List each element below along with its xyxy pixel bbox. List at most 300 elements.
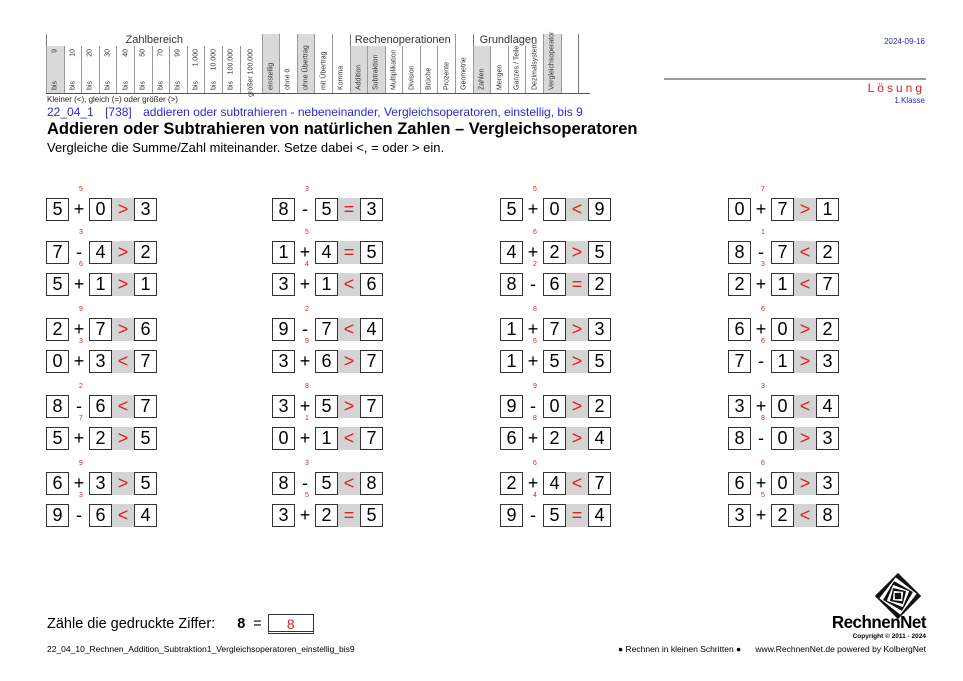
count-label: Zähle die gedruckte Ziffer:	[47, 616, 216, 632]
operator-sign: +	[527, 473, 539, 493]
exercise-row	[500, 186, 611, 221]
intermediate-result-hint: 8	[533, 415, 537, 422]
compare-value-box: 3	[816, 472, 839, 495]
exercise-row	[500, 460, 611, 495]
category-column	[490, 46, 508, 93]
intermediate-result-hint: 9	[533, 383, 537, 390]
category-column-label: bis	[192, 81, 200, 90]
category-group	[46, 34, 262, 97]
comparison-answer-box[interactable]: >	[566, 318, 588, 341]
compare-value-box: 7	[816, 273, 839, 296]
operand-a-box: 8	[728, 241, 751, 264]
exercise-row	[728, 415, 839, 450]
operand-b-box: 5	[315, 198, 338, 221]
category-column-label: bis	[122, 81, 130, 90]
exercise-row	[272, 186, 383, 221]
category-column-label: bis	[104, 81, 112, 90]
compare-value-box: 4	[134, 504, 157, 527]
comparison-answer-box[interactable]: >	[112, 198, 134, 221]
compare-value-box: 3	[816, 427, 839, 450]
exercise-row	[46, 261, 157, 296]
category-column	[350, 46, 368, 93]
category-group	[350, 34, 456, 93]
operand-a-box: 8	[728, 427, 751, 450]
comparison-answer-box[interactable]: >	[338, 350, 360, 373]
operand-b-box: 1	[771, 350, 794, 373]
intermediate-result-hint: 7	[761, 186, 765, 193]
operand-a-box: 1	[500, 350, 523, 373]
operator-sign: +	[299, 428, 311, 448]
site-link[interactable]: www.RechnenNet.de powered by KolbergNet	[755, 644, 926, 654]
count-answer-box[interactable]: 8	[268, 614, 314, 634]
operand-b-box: 7	[771, 198, 794, 221]
operator-sign: +	[73, 199, 85, 219]
compare-value-box: 5	[588, 350, 611, 373]
operand-b-box: 7	[543, 318, 566, 341]
compare-value-box: 2	[816, 241, 839, 264]
comparison-answer-box[interactable]: >	[112, 241, 134, 264]
category-column-label: bis	[86, 81, 94, 90]
compare-value-box: 3	[816, 350, 839, 373]
compare-value-box: 8	[360, 472, 383, 495]
intermediate-result-hint: 9	[79, 460, 83, 467]
category-column	[134, 46, 152, 93]
category-column-label: ohne Übertrag	[302, 45, 310, 90]
category-column	[46, 46, 64, 93]
category-column	[99, 46, 117, 93]
category-column	[64, 46, 82, 93]
exercise-row	[500, 492, 611, 527]
comparison-answer-box[interactable]: <	[794, 504, 816, 527]
category-column-label: Division	[408, 65, 416, 90]
comparison-answer-box[interactable]: >	[112, 318, 134, 341]
count-equals: =	[253, 616, 262, 632]
intermediate-result-hint: 5	[305, 229, 309, 236]
comparison-answer-box[interactable]: <	[112, 395, 134, 418]
operand-a-box: 0	[272, 427, 295, 450]
category-column-label: Brüche	[425, 67, 433, 90]
intermediate-result-hint: 9	[305, 338, 309, 345]
comparison-answer-box[interactable]: >	[566, 350, 588, 373]
operand-b-box: 5	[543, 350, 566, 373]
compare-value-box: 5	[134, 427, 157, 450]
operand-b-box: 4	[315, 241, 338, 264]
intermediate-result-hint: 2	[305, 306, 309, 313]
exercise-row	[728, 460, 839, 495]
compare-value-box: 6	[360, 273, 383, 296]
count-digit: 8	[237, 616, 246, 632]
exercise-row	[500, 383, 611, 418]
category-column	[314, 34, 332, 93]
category-column-label: bis	[174, 81, 182, 90]
intermediate-result-hint: 5	[761, 492, 765, 499]
file-name: 22_04_10_Rechnen_Addition_Subtraktion1_Vergleichsoperatoren_einstellig_bis9	[47, 644, 355, 654]
digit-count-task	[47, 614, 314, 634]
comparison-answer-box[interactable]: >	[112, 427, 134, 450]
compare-value-box: 3	[588, 318, 611, 341]
category-column-label: Geometrie	[460, 57, 468, 90]
intermediate-result-hint: 6	[533, 460, 537, 467]
comparison-answer-box[interactable]: >	[338, 395, 360, 418]
exercise-row	[272, 415, 383, 450]
compare-value-box: 4	[816, 395, 839, 418]
category-column	[508, 46, 526, 93]
comparison-answer-box[interactable]: >	[112, 472, 134, 495]
comparison-answer-box[interactable]: <	[338, 273, 360, 296]
exercise-row	[272, 229, 383, 264]
operand-a-box: 8	[272, 198, 295, 221]
comparison-answer-box[interactable]: <	[338, 318, 360, 341]
comparison-answer-box[interactable]: <	[794, 395, 816, 418]
exercise-row	[728, 492, 839, 527]
category-column	[367, 46, 385, 93]
operand-b-box: 5	[315, 472, 338, 495]
operator-sign: -	[530, 396, 536, 416]
category-column-label: bis	[139, 81, 147, 90]
comparison-answer-box[interactable]: <	[112, 350, 134, 373]
category-column-label: Vergleichsoperator	[548, 31, 556, 90]
category-column	[279, 34, 297, 93]
intermediate-result-hint: 3	[79, 338, 83, 345]
operator-sign: +	[755, 319, 767, 339]
page-title: Addieren oder Subtrahieren von natürlichen Zahlen – Vergleichsoperatoren	[47, 120, 638, 138]
category-column	[152, 46, 170, 93]
solution-label: Lösung	[867, 81, 925, 95]
category-column-label: bis	[210, 81, 218, 90]
operator-sign: -	[758, 351, 764, 371]
exercise-row	[46, 229, 157, 264]
operand-a-box: 9	[46, 504, 69, 527]
operand-a-box: 7	[728, 350, 751, 373]
operand-a-box: 2	[500, 472, 523, 495]
operator-sign: -	[76, 505, 82, 525]
category-column-label: Dezimalsystem	[531, 42, 539, 90]
intermediate-result-hint: 3	[305, 460, 309, 467]
compare-value-box: 4	[588, 504, 611, 527]
operand-b-box: 0	[771, 472, 794, 495]
operand-a-box: 4	[500, 241, 523, 264]
comparison-answer-box[interactable]: <	[566, 198, 588, 221]
compare-value-box: 7	[360, 427, 383, 450]
intermediate-result-hint: 5	[79, 186, 83, 193]
operator-sign: +	[755, 274, 767, 294]
category-column-label: bis	[51, 81, 59, 90]
comparison-answer-box[interactable]: >	[112, 273, 134, 296]
category-column-value: 40	[122, 49, 130, 57]
slogan: ● Rechnen in kleinen Schritten ●	[618, 644, 742, 654]
category-column-label: Prozente	[443, 61, 451, 90]
operand-a-box: 8	[500, 273, 523, 296]
operand-a-box: 3	[272, 395, 295, 418]
intermediate-result-hint: 6	[761, 460, 765, 467]
category-column-label: bis	[157, 81, 165, 90]
comparison-answer-box[interactable]: =	[338, 198, 360, 221]
compare-value-box: 2	[134, 241, 157, 264]
operand-b-box: 7	[315, 318, 338, 341]
category-column-label: Ganzes / Teile	[513, 45, 521, 90]
comparison-answer-box[interactable]: >	[794, 427, 816, 450]
category-group-title: Rechenoperationen	[350, 34, 456, 46]
exercise-row	[500, 338, 611, 373]
date-label: 2024-09-16	[884, 37, 925, 46]
category-column	[525, 42, 543, 93]
operator-sign: +	[73, 473, 85, 493]
operand-b-box: 1	[315, 273, 338, 296]
comparison-answer-box[interactable]: >	[566, 427, 588, 450]
operand-b-box: 2	[543, 427, 566, 450]
operand-b-box: 3	[89, 472, 112, 495]
operand-a-box: 8	[46, 395, 69, 418]
exercise-row	[272, 261, 383, 296]
category-column-label: bis	[69, 81, 77, 90]
operator-sign: -	[76, 396, 82, 416]
category-group	[473, 34, 543, 93]
grade-label: 1.Klasse	[894, 96, 925, 105]
operator-sign: +	[299, 274, 311, 294]
exercise-row	[728, 229, 839, 264]
category-column-label: mit Übertrag	[320, 51, 328, 90]
comparison-answer-box[interactable]: <	[566, 472, 588, 495]
intermediate-result-hint: 1	[305, 415, 309, 422]
category-column-value: 10	[69, 49, 77, 57]
comparison-answer-box[interactable]: =	[338, 241, 360, 264]
operand-b-box: 6	[315, 350, 338, 373]
compare-value-box: 5	[360, 504, 383, 527]
compare-value-box: 5	[588, 241, 611, 264]
operand-b-box: 0	[543, 198, 566, 221]
intermediate-result-hint: 3	[761, 261, 765, 268]
category-table	[46, 31, 590, 97]
category-column	[437, 46, 455, 93]
category-column	[332, 34, 350, 93]
operand-b-box: 6	[89, 504, 112, 527]
operand-a-box: 5	[46, 427, 69, 450]
intermediate-result-hint: 3	[305, 186, 309, 193]
compare-value-box: 7	[134, 350, 157, 373]
operand-b-box: 2	[89, 427, 112, 450]
compare-value-box: 1	[816, 198, 839, 221]
intermediate-result-hint: 8	[305, 383, 309, 390]
intermediate-result-hint: 5	[305, 492, 309, 499]
category-group	[262, 34, 350, 93]
intermediate-result-hint: 8	[761, 415, 765, 422]
operator-sign: +	[299, 351, 311, 371]
comparison-answer-box[interactable]: >	[566, 241, 588, 264]
compare-value-box: 7	[588, 472, 611, 495]
worksheet-id: [738]	[105, 105, 132, 119]
compare-value-box: 7	[360, 350, 383, 373]
operator-sign: +	[73, 428, 85, 448]
intermediate-result-hint: 8	[533, 306, 537, 313]
operand-a-box: 5	[46, 198, 69, 221]
intermediate-result-hint: 2	[79, 383, 83, 390]
compare-value-box: 9	[588, 198, 611, 221]
operator-sign: -	[530, 505, 536, 525]
operand-a-box: 6	[728, 472, 751, 495]
comparison-answer-box[interactable]: <	[338, 427, 360, 450]
comparison-answer-box[interactable]: <	[112, 504, 134, 527]
category-column-value: 10.000	[210, 49, 218, 71]
operand-a-box: 5	[46, 273, 69, 296]
operator-sign: +	[755, 199, 767, 219]
exercise-row	[728, 338, 839, 373]
operand-b-box: 1	[89, 273, 112, 296]
operator-sign: +	[755, 473, 767, 493]
category-column-label: Subtraktion	[372, 54, 380, 90]
category-column-label: Zahlen	[478, 68, 486, 90]
operator-sign: -	[302, 319, 308, 339]
operand-b-box: 0	[771, 318, 794, 341]
comparison-answer-box[interactable]: =	[338, 504, 360, 527]
operand-b-box: 3	[89, 350, 112, 373]
category-column	[455, 34, 473, 93]
comparison-answer-box[interactable]: <	[338, 472, 360, 495]
category-column-label: Mengen	[496, 64, 504, 90]
exercise-row	[272, 492, 383, 527]
operator-sign: -	[758, 242, 764, 262]
operand-a-box: 9	[272, 318, 295, 341]
operand-a-box: 7	[46, 241, 69, 264]
exercise-row	[46, 383, 157, 418]
worksheet-subtitle	[47, 105, 591, 119]
operator-sign: +	[73, 274, 85, 294]
exercise-row	[46, 415, 157, 450]
comparison-answer-box[interactable]: >	[794, 198, 816, 221]
compare-value-box: 4	[588, 427, 611, 450]
operator-sign: +	[299, 396, 311, 416]
intermediate-result-hint: 6	[533, 229, 537, 236]
operator-sign: -	[302, 199, 308, 219]
operand-a-box: 6	[46, 472, 69, 495]
operand-b-box: 4	[543, 472, 566, 495]
category-column-value: 1.000	[192, 49, 200, 67]
category-column	[402, 46, 420, 93]
header-divider	[664, 78, 926, 80]
category-column	[385, 46, 403, 93]
compare-value-box: 7	[360, 395, 383, 418]
category-column	[297, 34, 315, 93]
operator-sign: +	[299, 505, 311, 525]
operand-b-box: 0	[771, 395, 794, 418]
category-column	[81, 46, 99, 93]
operand-a-box: 3	[272, 273, 295, 296]
category-column-label: ohne 0	[284, 68, 292, 90]
category-column	[169, 46, 187, 93]
category-column	[543, 31, 561, 93]
intermediate-result-hint: 5	[533, 186, 537, 193]
operator-sign: -	[530, 274, 536, 294]
operand-a-box: 3	[728, 504, 751, 527]
operand-b-box: 1	[771, 273, 794, 296]
intermediate-result-hint: 2	[533, 261, 537, 268]
category-group-title: Grundlagen	[473, 34, 543, 46]
exercise-row	[500, 415, 611, 450]
operator-sign: +	[755, 396, 767, 416]
category-column-label: einstellig	[267, 62, 275, 90]
compare-value-box: 5	[134, 472, 157, 495]
intermediate-result-hint: 4	[533, 492, 537, 499]
intermediate-result-hint: 6	[79, 261, 83, 268]
operator-sign: +	[527, 199, 539, 219]
copyright: Copyright © 2011 - 2024	[852, 633, 926, 640]
instruction-text: Vergleiche die Summe/Zahl miteinander. Setze dabei <, = oder > ein.	[47, 140, 445, 155]
category-column-value: 100.000	[227, 49, 235, 75]
operator-sign: +	[527, 242, 539, 262]
exercise-row	[272, 306, 383, 341]
exercise-row	[46, 186, 157, 221]
category-column-label: Komma	[337, 65, 345, 90]
comparison-answer-box[interactable]: <	[794, 273, 816, 296]
operand-a-box: 3	[272, 350, 295, 373]
operand-b-box: 2	[771, 504, 794, 527]
operand-b-box: 0	[543, 395, 566, 418]
category-column-value: 70	[157, 49, 165, 57]
operand-b-box: 7	[771, 241, 794, 264]
compare-value-box: 3	[134, 198, 157, 221]
category-column	[222, 46, 240, 93]
exercise-row	[728, 383, 839, 418]
category-column	[116, 46, 134, 93]
category-column-value: 20	[86, 49, 94, 57]
operand-b-box: 5	[315, 395, 338, 418]
intermediate-result-hint: 1	[761, 229, 765, 236]
operator-sign: -	[758, 428, 764, 448]
category-group	[543, 31, 578, 93]
comparison-answer-box[interactable]: =	[566, 504, 588, 527]
intermediate-result-hint: 4	[305, 261, 309, 268]
compare-value-box: 2	[588, 395, 611, 418]
comparison-answer-box[interactable]: >	[794, 472, 816, 495]
compare-label: Kleiner (<), gleich (=) oder größer (>)	[47, 95, 178, 104]
operand-b-box: 0	[771, 427, 794, 450]
intermediate-result-hint: 9	[79, 306, 83, 313]
comparison-answer-box[interactable]: =	[566, 273, 588, 296]
exercise-row	[500, 229, 611, 264]
category-column-label: bis	[227, 81, 235, 90]
operand-b-box: 4	[89, 241, 112, 264]
operator-sign: +	[527, 319, 539, 339]
compare-value-box: 1	[134, 273, 157, 296]
operand-b-box: 6	[543, 273, 566, 296]
category-column-value: 50	[139, 49, 147, 57]
category-column	[473, 46, 491, 93]
category-column-value: 99	[174, 49, 182, 57]
category-column-label: Addition	[355, 64, 363, 90]
compare-value-box: 2	[588, 273, 611, 296]
comparison-answer-box[interactable]: >	[794, 318, 816, 341]
comparison-answer-box[interactable]: >	[566, 395, 588, 418]
exercise-row	[272, 338, 383, 373]
operator-sign: -	[76, 242, 82, 262]
category-column-value: größer 100.000	[247, 49, 255, 97]
operand-a-box: 9	[500, 395, 523, 418]
exercise-row	[500, 306, 611, 341]
operand-a-box: 1	[272, 241, 295, 264]
category-group	[455, 34, 473, 93]
comparison-answer-box[interactable]: <	[794, 241, 816, 264]
compare-value-box: 2	[816, 318, 839, 341]
compare-value-box: 5	[360, 241, 383, 264]
exercise-row	[272, 383, 383, 418]
operand-b-box: 2	[315, 504, 338, 527]
exercise-row	[500, 261, 611, 296]
comparison-answer-box[interactable]: >	[794, 350, 816, 373]
intermediate-result-hint: 7	[79, 415, 83, 422]
operand-a-box: 3	[728, 395, 751, 418]
operator-sign: +	[755, 505, 767, 525]
compare-value-box: 7	[134, 395, 157, 418]
intermediate-result-hint: 3	[79, 229, 83, 236]
